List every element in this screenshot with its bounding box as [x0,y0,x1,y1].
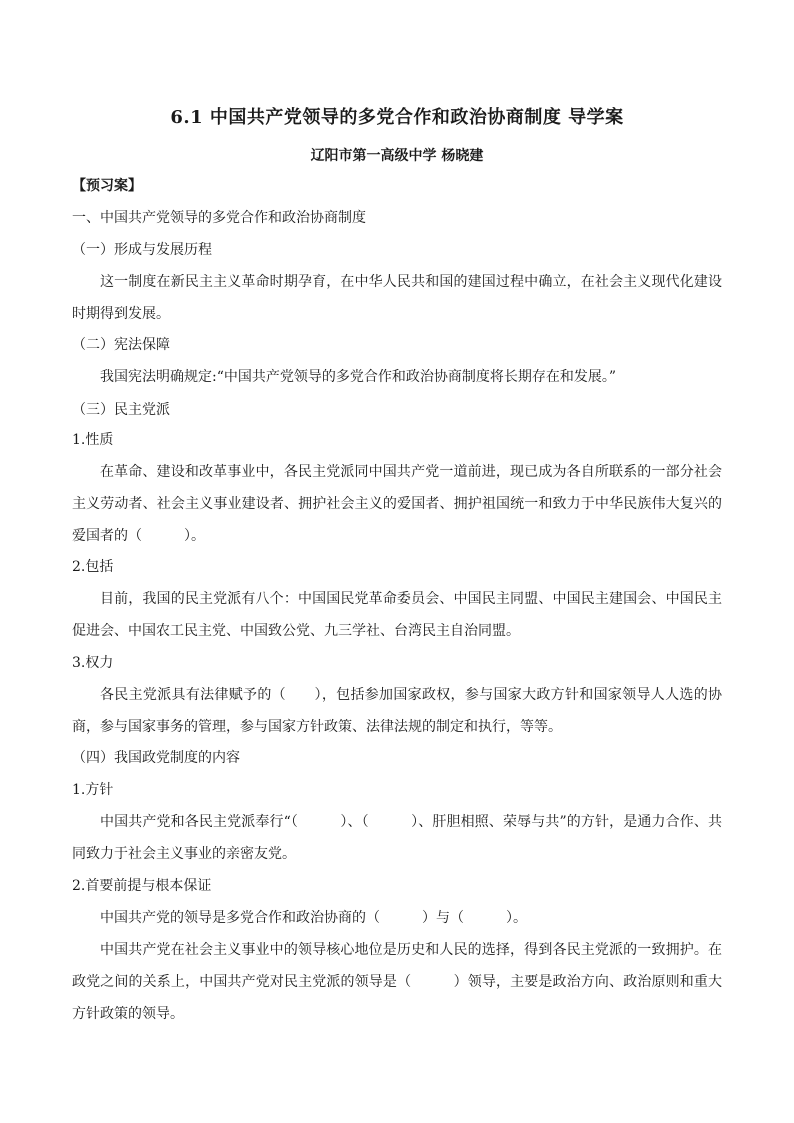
paragraph-constitution: 我国宪法明确规定:“中国共产党领导的多党合作和政治协商制度将长期存在和发展。” [100,369,617,385]
paragraph-rights: 各民主党派具有法律赋予的（ ），包括参加国家政权，参与国家大政方针和国家领导人人选的协商，参与国家事务的管理，参与国家方针政策、法律法规的制定和执行，等等。 [72,687,722,735]
heading-constitution: （二）宪法保障 [72,337,170,353]
paragraph-premise: 中国共产党的领导是多党合作和政治协商的（ ）与（ ）。 [100,910,527,926]
subheading-nature: 1.性质 [72,432,114,448]
subheading-includes: 2.包括 [72,559,114,575]
paragraph-formation: 这一制度在新民主主义革命时期孕育，在中华人民共和国的建国过程中确立，在社会主义现代化建设时期得到发展。 [72,274,722,322]
paragraph-includes: 目前，我国的民主党派有八个：中国国民党革命委员会、中国民主同盟、中国民主建国会、中国民主促进会、中国农工民主党、中国致公党、九三学社、台湾民主自治同盟。 [72,591,722,639]
author-line: 辽阳市第一高级中学 杨晓建 [310,148,484,164]
subheading-premise: 2.首要前提与根本保证 [72,878,212,894]
paragraph-nature: 在革命、建设和改革事业中，各民主党派同中国共产党一道前进，现已成为各自所联系的一部分社会主义劳动者、社会主义事业建设者、拥护社会主义的爱国者、拥护祖国统一和致力于中华民族伟大复兴的爱国者的（ ）。 [72,464,722,544]
heading-system-content: （四）我国政党制度的内容 [72,750,240,766]
paragraph-policy: 中国共产党和各民主党派奉行“（ ）、（ ）、肝胆相照、荣辱与共”的方针，是通力合作、共同致力于社会主义事业的亲密友党。 [72,814,722,862]
paragraph-leadership: 中国共产党在社会主义事业中的领导核心地位是历史和人民的选择，得到各民主党派的一致拥护。在政党之间的关系上，中国共产党对民主党派的领导是（ ）领导，主要是政治方向、政治原则和重大方针政策的领导。 [72,942,722,1022]
heading-level-1: 一、中国共产党领导的多党合作和政治协商制度 [72,210,366,226]
page-title: 6.1 中国共产党领导的多党合作和政治协商制度 导学案 [170,107,624,128]
subheading-policy: 1.方针 [72,782,114,798]
subheading-rights: 3.权力 [72,655,114,671]
section-label: 【预习案】 [72,178,142,194]
heading-parties: （三）民主党派 [72,402,170,418]
heading-formation: （一）形成与发展历程 [72,242,212,258]
